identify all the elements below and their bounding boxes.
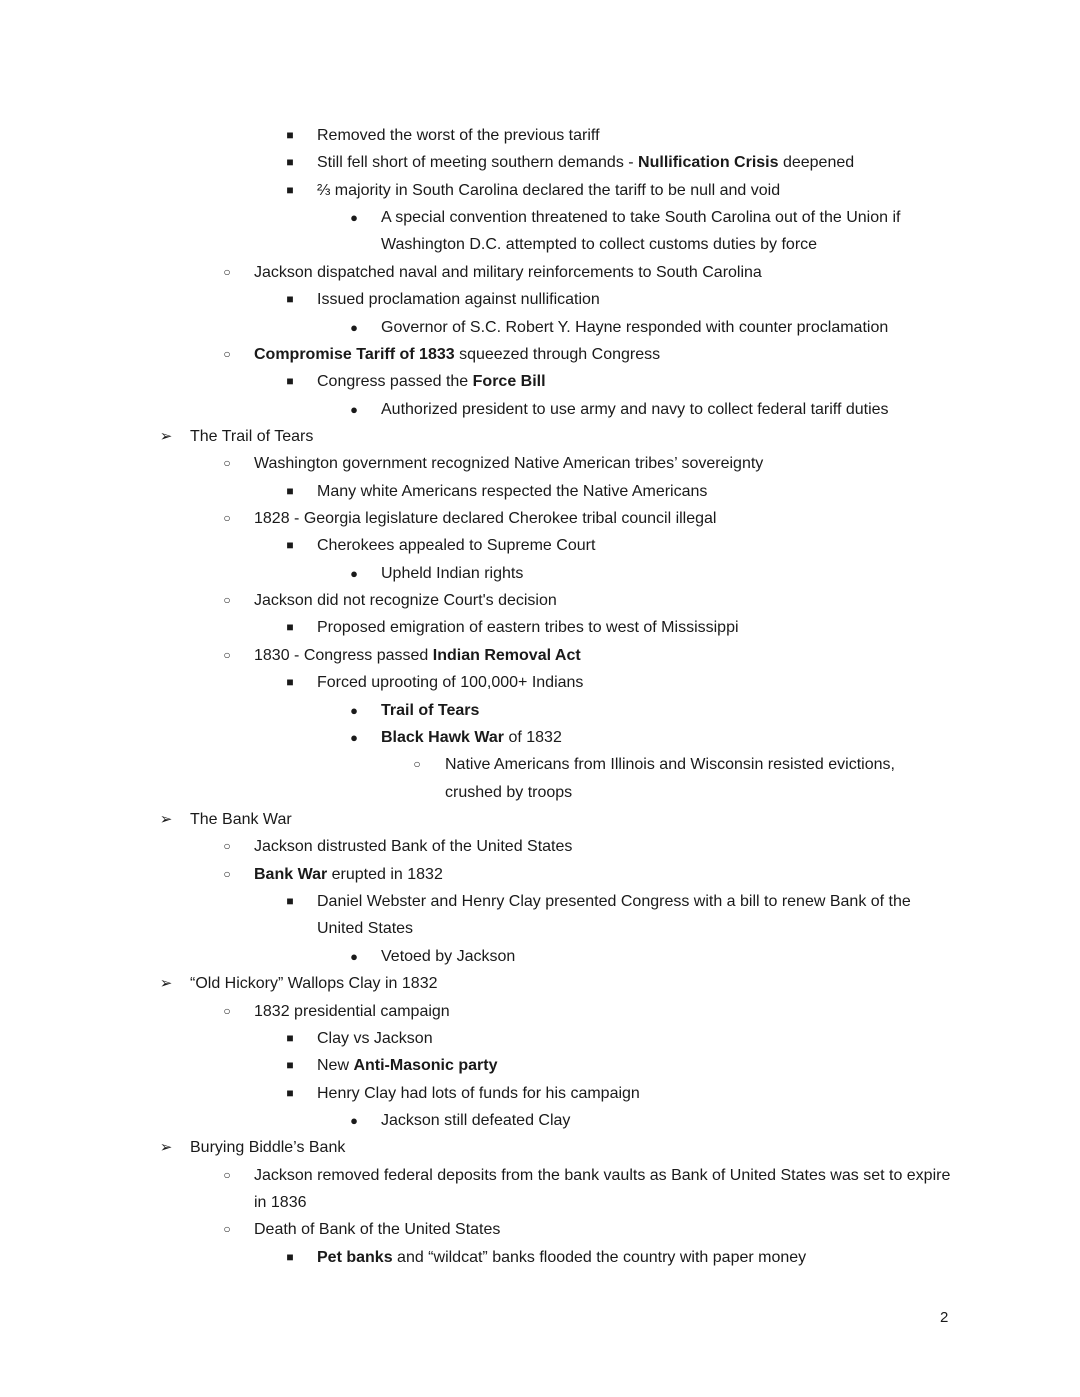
bullet-marker-icon: ■ [286,1058,294,1073]
bullet-marker-icon: ● [350,702,358,718]
bullet-marker-icon: ■ [286,155,294,170]
text-segment: 1828 - Georgia legislature declared Cherokee tribal council illegal [254,510,717,528]
bullet-marker-icon: ○ [223,511,231,526]
text-segment: Washington D.C. attempted to collect customs duties by force [381,236,818,254]
bullet-marker-icon: ■ [286,894,294,909]
line-text [254,259,762,286]
outline-line-item [0,998,1080,1025]
bullet-marker-icon: ■ [286,538,294,553]
outline-line-subitem [0,478,1080,505]
text-segment: Governor of S.C. Robert Y. Hayne responded with counter proclamation [381,318,889,336]
bullet-marker-icon: ● [350,948,358,964]
bullet-marker-icon: ● [350,319,358,335]
text-segment: Issued proclamation against nullification [317,291,600,309]
outline-line-section [0,806,1080,833]
line-text [317,1244,806,1271]
outline-line-subitem [0,915,1080,942]
bold-term: Trail of Tears [381,701,480,719]
bullet-marker-icon: ○ [223,839,231,854]
line-text [317,669,583,696]
outline-line-subitem [0,368,1080,395]
text-segment: erupted in 1832 [327,865,443,883]
outline-line-subitem [0,122,1080,149]
line-text [445,751,895,778]
text-segment: 1830 - Congress passed [254,646,433,664]
line-text [317,122,600,149]
outline-line-section [0,1134,1080,1161]
outline-line-item [0,1216,1080,1243]
line-text [381,396,889,423]
line-text [445,779,572,806]
line-text [317,1052,497,1079]
bullet-marker-icon: ■ [286,182,294,197]
text-segment: Cherokees appealed to Supreme Court [317,537,596,555]
outline-line-detail [0,231,1080,258]
outline-line-item [0,642,1080,669]
bullet-marker-icon: ● [350,401,358,417]
text-segment: Burying Biddle’s Bank [190,1139,346,1157]
text-segment: Proposed emigration of eastern tribes to west of Mississippi [317,619,739,637]
outline-line-subdetail [0,751,1080,778]
bold-term: Anti-Masonic party [353,1057,498,1075]
text-segment: The Trail of Tears [190,427,314,445]
outline-line-item [0,505,1080,532]
outline-line-subitem [0,669,1080,696]
bold-term: Indian Removal Act [432,646,581,664]
bullet-marker-icon: ○ [223,647,231,662]
outline-line-detail [0,314,1080,341]
text-segment: Upheld Indian rights [381,564,524,582]
bullet-marker-icon: ■ [286,1249,294,1264]
text-segment: in 1836 [254,1194,307,1212]
line-text [254,1162,950,1189]
bold-term: Compromise Tariff of 1833 [254,345,455,363]
line-text [317,478,707,505]
text-segment: Vetoed by Jackson [381,947,516,965]
outline-line-detail [0,560,1080,587]
outline-line-subitem [0,532,1080,559]
bullet-marker-icon: ■ [286,1085,294,1100]
line-text [317,888,911,915]
line-text [190,970,437,997]
bold-term: Pet banks [317,1248,393,1266]
line-text [317,1025,433,1052]
text-segment: crushed by troops [445,783,573,801]
line-text [317,368,546,395]
text-segment: Washington government recognized Native American tribes’ sovereignty [254,455,764,473]
bullet-marker-icon: ● [350,565,358,581]
bullet-marker-icon: ➢ [159,1139,173,1157]
outline-line-subitem [0,1052,1080,1079]
text-segment: United States [317,920,414,938]
line-text [381,943,515,970]
bullet-marker-icon: ➢ [159,811,173,828]
text-segment: Henry Clay had lots of funds for his campaign [317,1084,640,1102]
line-text [381,724,562,751]
line-text [254,861,443,888]
text-segment: Jackson dispatched naval and military reinforcements to South Carolina [254,263,762,281]
bullet-marker-icon: ○ [223,1222,231,1237]
outline-line-subitem [0,888,1080,915]
text-segment: ⅔ majority in South Carolina declared the tariff to be null and void [317,181,781,199]
text-segment: Still fell short of meeting southern demands - [317,154,639,172]
bold-term: Nullification Crisis [638,154,779,172]
line-text [254,587,557,614]
line-text [254,341,660,368]
bullet-marker-icon: ○ [223,866,231,881]
line-text [254,505,716,532]
line-text [317,177,780,204]
text-segment: Death of Bank of the United States [254,1221,501,1239]
bullet-marker-icon: ○ [413,757,421,772]
bullet-marker-icon: ○ [223,1167,231,1182]
outline-line-detail [0,204,1080,231]
bullet-marker-icon: ■ [286,374,294,389]
line-text [190,423,313,450]
outline-line-detail [0,396,1080,423]
line-text [381,231,817,258]
bold-term: Force Bill [472,373,546,391]
text-segment: Jackson removed federal deposits from the bank vaults as Bank of United States was set to expire [254,1166,951,1184]
text-segment: A special convention threatened to take South Carolina out of the Union if [381,209,901,227]
outline-line-item [0,833,1080,860]
outline-line-subdetail [0,779,1080,806]
bullet-marker-icon: ➢ [159,975,173,993]
line-text [381,204,900,231]
outline-line-subitem [0,614,1080,641]
bullet-marker-icon: ○ [223,346,231,361]
outline-line-detail [0,697,1080,724]
text-segment: Jackson still defeated Clay [381,1111,571,1129]
bullet-marker-icon: ■ [286,483,294,498]
line-text [190,806,292,833]
text-segment: Forced uprooting of 100,000+ Indians [317,674,584,692]
outline-line-item [0,1189,1080,1216]
outline-line-subitem [0,1025,1080,1052]
outline-line-subitem [0,1080,1080,1107]
outline-line-subitem [0,149,1080,176]
bullet-marker-icon: ➢ [159,427,173,445]
text-segment: Daniel Webster and Henry Clay presented Congress with a bill to renew Bank of the [317,893,911,911]
bold-term: Bank War [254,865,328,883]
outline-line-detail [0,724,1080,751]
outline-line-detail [0,1107,1080,1134]
bullet-marker-icon: ■ [286,675,294,690]
outline-line-item [0,1162,1080,1189]
bullet-marker-icon: ■ [286,620,294,635]
line-text [317,915,413,942]
text-segment: Many white Americans respected the Native Americans [317,482,708,500]
bullet-marker-icon: ○ [223,264,231,279]
line-text [254,1189,307,1216]
bullet-marker-icon: ■ [286,128,294,142]
text-segment: “Old Hickory” Wallops Clay in 1832 [190,975,438,993]
line-text [254,1216,500,1243]
outline-line-item [0,341,1080,368]
outline-line-item [0,259,1080,286]
page-number: 2 [940,1309,949,1326]
bullet-marker-icon: ○ [223,456,231,471]
text-segment: Jackson distrusted Bank of the United States [254,838,573,856]
bullet-marker-icon: ○ [223,593,231,608]
outline-line-item [0,587,1080,614]
text-segment: 1832 presidential campaign [254,1002,450,1020]
text-segment: Native Americans from Illinois and Wisconsin resisted evictions, [445,756,895,774]
line-text [317,286,600,313]
text-segment: New [317,1057,354,1075]
bullet-marker-icon: ● [350,729,358,745]
bold-term: Black Hawk War [381,728,505,746]
outline-line-section [0,423,1080,450]
line-text [381,314,888,341]
line-text [254,642,581,669]
outline-line-item [0,861,1080,888]
line-text [381,1107,570,1134]
line-text [381,697,479,724]
text-segment: and “wildcat” banks flooded the country with paper money [392,1248,807,1266]
line-text [317,149,854,176]
outline-line-section [0,970,1080,997]
line-text [381,560,523,587]
text-segment: The Bank War [190,811,292,828]
line-text [317,1080,640,1107]
outline-line-subitem [0,1244,1080,1271]
outline-line-subitem [0,286,1080,313]
line-text [317,532,595,559]
outline-line-subitem [0,177,1080,204]
text-segment: deepened [778,154,855,172]
text-segment: Jackson did not recognize Court's decision [254,592,557,610]
text-segment: Authorized president to use army and navy to collect federal tariff duties [381,400,889,418]
line-text [254,450,763,477]
bullet-marker-icon: ● [350,1112,358,1128]
bullet-marker-icon: ○ [223,1003,231,1018]
text-segment: Removed the worst of the previous tariff [317,127,600,144]
bullet-marker-icon: ■ [286,1030,294,1045]
bullet-marker-icon: ■ [286,292,294,307]
line-text [254,833,572,860]
line-text [254,998,450,1025]
line-text [317,614,739,641]
bullet-marker-icon: ● [350,210,358,226]
text-segment: Congress passed the [317,373,473,391]
outline-line-item [0,450,1080,477]
text-segment: Clay vs Jackson [317,1029,433,1047]
text-segment: squeezed through Congress [454,345,661,363]
outline-line-detail [0,943,1080,970]
line-text [190,1134,345,1161]
text-segment: of 1832 [504,728,562,746]
